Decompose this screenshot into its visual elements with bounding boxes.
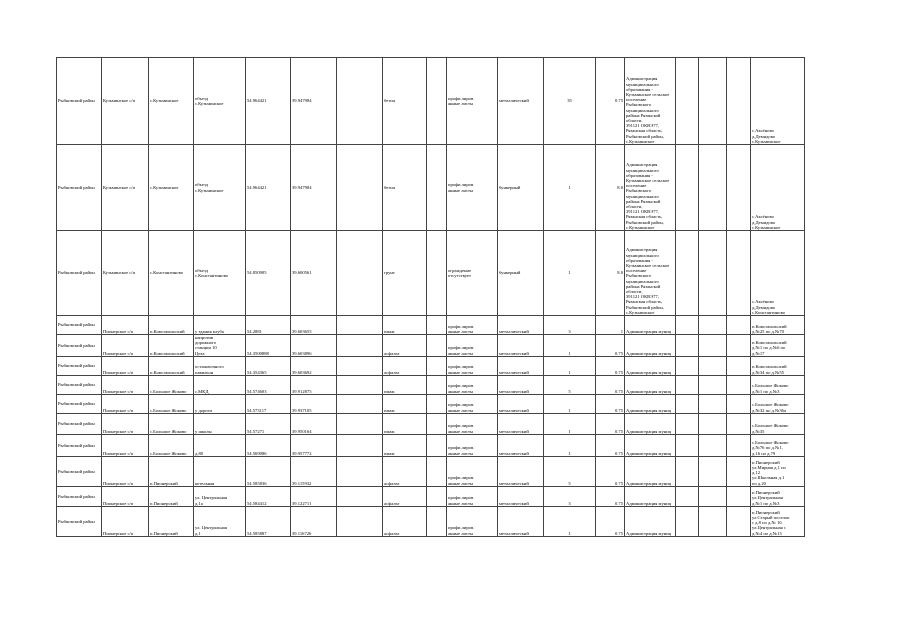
latitude-cell: 54.354365	[246, 356, 291, 375]
empty-cell	[427, 316, 447, 335]
table-row	[57, 335, 805, 357]
empty-cell	[337, 231, 383, 316]
surface-cell: асфальт	[383, 506, 427, 536]
container-volume-cell: 0.75	[596, 506, 625, 536]
empty-cell	[699, 434, 727, 456]
container-volume-cell: 0.75	[596, 413, 625, 434]
empty-cell	[427, 58, 447, 145]
waste-source-cell: п.Пионерский ул.Центральная д.№1 по д.№3	[751, 486, 805, 506]
empty-cell	[727, 434, 751, 456]
surface-cell: асфальт	[383, 335, 427, 357]
address-cell: у школы	[194, 413, 246, 434]
settlement-cell: Пионерское с/п	[102, 434, 149, 456]
table-row	[57, 413, 805, 434]
settlement-cell: Кузьминское с/п	[102, 145, 149, 231]
longitude-cell: 39.116726	[291, 506, 337, 536]
settlement-cell: Пионерское с/п	[102, 456, 149, 486]
empty-cell	[676, 145, 699, 231]
empty-cell	[427, 394, 447, 413]
empty-cell	[337, 58, 383, 145]
owner-cell: Администрация муниц	[625, 456, 676, 486]
waste-source-cell: п.Комсомольский д.№34 по д.№55	[751, 356, 805, 375]
area-cell: Рыбновский район	[57, 394, 102, 413]
container-type-cell: металлический	[498, 486, 544, 506]
container-volume-cell: 0.75	[596, 58, 625, 145]
container-volume-cell: 1	[596, 316, 625, 335]
locality-cell: с.Константиново	[149, 231, 194, 316]
empty-cell	[337, 316, 383, 335]
surface-cell: грунт	[383, 231, 427, 316]
settlement-cell: Пионерское с/п	[102, 335, 149, 357]
empty-cell	[676, 375, 699, 394]
address-cell: ул. Центральная д.1	[194, 506, 246, 536]
address-cell: объезд с.Кузьминское	[194, 145, 246, 231]
register-table	[56, 57, 805, 537]
container-type-cell: бункерный	[498, 145, 544, 231]
empty-cell	[727, 145, 751, 231]
container-volume-cell: 0.75	[596, 434, 625, 456]
table-row	[57, 434, 805, 456]
table-row	[57, 58, 805, 145]
fence-cell: профи.лиров. анные листы	[447, 356, 498, 375]
latitude-cell: 54.2881	[246, 316, 291, 335]
container-volume-cell: 0.75	[596, 375, 625, 394]
area-cell: Рыбновский район	[57, 506, 102, 536]
empty-cell	[727, 506, 751, 536]
container-type-cell: металлический	[498, 316, 544, 335]
owner-cell: Администрация муниц	[625, 316, 676, 335]
fence-cell: профи.лиров. анные листы	[447, 145, 498, 231]
empty-cell	[699, 231, 727, 316]
fence-cell: профи.лиров. анные листы	[447, 375, 498, 394]
container-type-cell: металлический	[498, 375, 544, 394]
latitude-cell: 54.57271	[246, 413, 291, 434]
owner-cell: Администрация муниц	[625, 375, 676, 394]
container-type-cell: металлический	[498, 506, 544, 536]
empty-cell	[699, 316, 727, 335]
empty-cell	[699, 58, 727, 145]
longitude-cell: 39.603692	[291, 356, 337, 375]
empty-cell	[337, 335, 383, 357]
empty-cell	[676, 413, 699, 434]
container-count-cell: 1	[544, 356, 596, 375]
settlement-cell: Пионерское с/п	[102, 375, 149, 394]
owner-cell: Администрация муниципального образования - Кузьминское сельское поселение Рыбновского муниципального района Рязанской области, 391121 ОКВЭ77, Рязанская область, Рыбновский район, с.Кузьминское	[625, 145, 676, 231]
container-count-cell: 1	[544, 413, 596, 434]
empty-cell	[427, 456, 447, 486]
waste-source-cell: п.Пионерский ул.Мирная д.1 по д.12 ул.Школьная д.1 по д.20	[751, 456, 805, 486]
table-body	[57, 58, 805, 537]
area-cell: Рыбновский район	[57, 434, 102, 456]
container-count-cell: 3	[544, 316, 596, 335]
surface-cell: асфальт	[383, 456, 427, 486]
table-row	[57, 145, 805, 231]
container-count-cell: 1	[544, 394, 596, 413]
container-volume-cell: 0.75	[596, 394, 625, 413]
waste-source-cell: с.Большое Жоково д.№1 по д.№3	[751, 375, 805, 394]
latitude-cell: 54.569086	[246, 434, 291, 456]
latitude-cell: 54.573117	[246, 394, 291, 413]
fence-cell: профи.лиров. анные листы	[447, 58, 498, 145]
address-cell: котельная	[194, 456, 246, 486]
surface-cell: пмаж	[383, 394, 427, 413]
empty-cell	[676, 58, 699, 145]
fence-cell: профи.лиров. анные листы	[447, 506, 498, 536]
table-row	[57, 316, 805, 335]
empty-cell	[699, 356, 727, 375]
address-cell: объезд с.Кузьминское	[194, 58, 246, 145]
empty-cell	[727, 316, 751, 335]
longitude-cell: 39.950164	[291, 413, 337, 434]
surface-cell: пмаж	[383, 413, 427, 434]
surface-cell: пмаж	[383, 434, 427, 456]
locality-cell: с.Кузьминское	[149, 145, 194, 231]
empty-cell	[676, 316, 699, 335]
container-volume-cell: 0.75	[596, 456, 625, 486]
empty-cell	[337, 356, 383, 375]
fence-cell: профи.лиров. анные листы	[447, 316, 498, 335]
container-count-cell: 3	[544, 486, 596, 506]
waste-source-cell: п.Комсомольский д.№25 по д.№70	[751, 316, 805, 335]
empty-cell	[337, 413, 383, 434]
container-count-cell: 1	[544, 335, 596, 357]
empty-cell	[427, 335, 447, 357]
container-volume-cell: 0.75	[596, 486, 625, 506]
locality-cell: п.Пионерский	[149, 486, 194, 506]
empty-cell	[727, 375, 751, 394]
table-row	[57, 506, 805, 536]
empty-cell	[699, 413, 727, 434]
table-row	[57, 486, 805, 506]
settlement-cell: Пионерское с/п	[102, 486, 149, 506]
latitude-cell: 54.585836	[246, 456, 291, 486]
owner-cell: Администрация муниципального образования - Кузьминское сельское поселение Рыбновского муниципального района Рязанской области, 391121 ОКВЭ77, Рязанская область, Рыбновский район, с.Кузьминское	[625, 58, 676, 145]
area-cell: Рыбновский район	[57, 375, 102, 394]
empty-cell	[427, 506, 447, 536]
empty-cell	[727, 335, 751, 357]
container-type-cell: металлический	[498, 335, 544, 357]
area-cell: Рыбновский район	[57, 335, 102, 357]
table-row	[57, 231, 805, 316]
longitude-cell: 39.600561	[291, 231, 337, 316]
area-cell: Рыбновский район	[57, 231, 102, 316]
owner-cell: Администрация муниц	[625, 356, 676, 375]
longitude-cell: 39.947984	[291, 58, 337, 145]
empty-cell	[676, 231, 699, 316]
waste-source-cell: с.Большое Жоково д.№76 по д.№1, д.16 по д.79	[751, 434, 805, 456]
latitude-cell: 54.585887	[246, 506, 291, 536]
area-cell: Рыбновский район	[57, 316, 102, 335]
longitude-cell: 39.937105	[291, 394, 337, 413]
empty-cell	[427, 434, 447, 456]
table-row	[57, 356, 805, 375]
surface-cell: бетон	[383, 58, 427, 145]
empty-cell	[699, 394, 727, 413]
empty-cell	[427, 145, 447, 231]
settlement-cell: Пионерское с/п	[102, 394, 149, 413]
area-cell: Рыбновский район	[57, 486, 102, 506]
empty-cell	[427, 356, 447, 375]
empty-cell	[676, 394, 699, 413]
owner-cell: Администрация муниц	[625, 506, 676, 536]
surface-cell: асфальт	[383, 356, 427, 375]
empty-cell	[699, 375, 727, 394]
waste-source-cell: с.Большое Жоково д.№32 по д.№36а	[751, 394, 805, 413]
longitude-cell: 39.122711	[291, 486, 337, 506]
empty-cell	[676, 506, 699, 536]
longitude-cell: 39.912875	[291, 375, 337, 394]
address-cell: ул. Центральная д.1а	[194, 486, 246, 506]
empty-cell	[727, 413, 751, 434]
settlement-cell: Кузьминское с/п	[102, 58, 149, 145]
locality-cell: с.Большое Жоково	[149, 434, 194, 456]
waste-source-cell: с.Аксёново д.Демидово с.Кузьминское	[751, 58, 805, 145]
owner-cell: Администрация муниц	[625, 413, 676, 434]
container-type-cell: металлический	[498, 394, 544, 413]
locality-cell: п.Пионерский	[149, 506, 194, 536]
empty-cell	[427, 231, 447, 316]
empty-cell	[727, 394, 751, 413]
empty-cell	[699, 145, 727, 231]
area-cell: Рыбновский район	[57, 413, 102, 434]
address-cell: у дороги	[194, 394, 246, 413]
waste-source-cell: с.Аксёново д.Демидово с.Константиново	[751, 231, 805, 316]
empty-cell	[427, 413, 447, 434]
container-type-cell: металлический	[498, 58, 544, 145]
settlement-cell: Кузьминское с/п	[102, 231, 149, 316]
address-cell: у здания клуба	[194, 316, 246, 335]
empty-cell	[337, 434, 383, 456]
latitude-cell: 54.3500888	[246, 335, 291, 357]
table-row	[57, 456, 805, 486]
empty-cell	[337, 506, 383, 536]
area-cell: Рыбновский район	[57, 145, 102, 231]
longitude-cell: 39.957772	[291, 434, 337, 456]
empty-cell	[676, 456, 699, 486]
empty-cell	[727, 356, 751, 375]
settlement-cell: Пионерское с/п	[102, 413, 149, 434]
container-volume-cell: 8.0	[596, 145, 625, 231]
empty-cell	[676, 434, 699, 456]
empty-cell	[427, 375, 447, 394]
fence-cell: ограждение отсутствует	[447, 231, 498, 316]
empty-cell	[727, 231, 751, 316]
longitude-cell: 39.603655	[291, 316, 337, 335]
container-type-cell: металлический	[498, 413, 544, 434]
area-cell: Рыбновский район	[57, 456, 102, 486]
empty-cell	[427, 486, 447, 506]
empty-cell	[337, 145, 383, 231]
container-volume-cell: 8.0	[596, 231, 625, 316]
surface-cell: пмаж	[383, 316, 427, 335]
empty-cell	[699, 456, 727, 486]
locality-cell: п.Пионерский	[149, 456, 194, 486]
empty-cell	[337, 456, 383, 486]
empty-cell	[337, 375, 383, 394]
locality-cell: п.Комсомольский	[149, 316, 194, 335]
empty-cell	[337, 486, 383, 506]
fence-cell: профи.лиров. анные листы	[447, 394, 498, 413]
longitude-cell: 39.603896	[291, 335, 337, 357]
empty-cell	[676, 356, 699, 375]
area-cell: Рыбновский район	[57, 58, 102, 145]
waste-source-cell: п.Комсомольский д.№1 по д.№6 по д.№17	[751, 335, 805, 357]
container-count-cell: 5	[544, 456, 596, 486]
fence-cell: профи.лиров. анные листы	[447, 456, 498, 486]
area-cell: Рыбновский район	[57, 356, 102, 375]
settlement-cell: Пионерское с/п	[102, 506, 149, 536]
container-count-cell: 35	[544, 58, 596, 145]
address-cell: д.80	[194, 434, 246, 456]
latitude-cell: 54.964421	[246, 145, 291, 231]
fence-cell: профи.лиров. анные листы	[447, 434, 498, 456]
waste-source-cell: с.Большое Жоково д.№35	[751, 413, 805, 434]
owner-cell: Администрация муниципального образования - Кузьминское сельское поселение Рыбновского муниципального района Рязанской области, 391121 ОКВЭ77, Рязанская область, Рыбновский район, с.Кузьминское	[625, 231, 676, 316]
table-row	[57, 375, 805, 394]
latitude-cell: 54.574603	[246, 375, 291, 394]
owner-cell: Администрация муниц	[625, 335, 676, 357]
empty-cell	[727, 58, 751, 145]
empty-cell	[727, 456, 751, 486]
surface-cell: пмаж	[383, 375, 427, 394]
owner-cell: Администрация муниц	[625, 434, 676, 456]
container-count-cell: 1	[544, 506, 596, 536]
container-type-cell: металлический	[498, 434, 544, 456]
longitude-cell: 39.115932	[291, 456, 337, 486]
container-volume-cell: 0.75	[596, 335, 625, 357]
latitude-cell: 54.584412	[246, 486, 291, 506]
surface-cell: асфальт	[383, 486, 427, 506]
locality-cell: с.Большое Жоково	[149, 413, 194, 434]
surface-cell: бетон	[383, 145, 427, 231]
container-volume-cell: 0.75	[596, 356, 625, 375]
empty-cell	[727, 486, 751, 506]
longitude-cell: 39.947984	[291, 145, 337, 231]
empty-cell	[699, 506, 727, 536]
container-count-cell: 1	[544, 231, 596, 316]
empty-cell	[699, 486, 727, 506]
owner-cell: Администрация муниц	[625, 486, 676, 506]
fence-cell: профи.лиров. анные листы	[447, 335, 498, 357]
fence-cell: профи.лиров. анные листы	[447, 486, 498, 506]
settlement-cell: Пионерское с/п	[102, 316, 149, 335]
locality-cell: п.Комсомольский	[149, 356, 194, 375]
locality-cell: с.Большое Жоково	[149, 394, 194, 413]
locality-cell: п.Комсомольский	[149, 335, 194, 357]
latitude-cell: 54.850905	[246, 231, 291, 316]
locality-cell: с.Кузьминское	[149, 58, 194, 145]
settlement-cell: Пионерское с/п	[102, 356, 149, 375]
locality-cell: с.Большое Жоково	[149, 375, 194, 394]
latitude-cell: 54.964421	[246, 58, 291, 145]
empty-cell	[676, 486, 699, 506]
empty-cell	[699, 335, 727, 357]
container-count-cell: 1	[544, 434, 596, 456]
waste-source-cell: с.Аксёново д.Демидово с.Кузьминское	[751, 145, 805, 231]
container-count-cell: 1	[544, 145, 596, 231]
address-cell: с.МКД	[194, 375, 246, 394]
empty-cell	[337, 394, 383, 413]
address-cell: напротив дорожного станции 10 Цеха	[194, 335, 246, 357]
owner-cell: Администрация муниц	[625, 394, 676, 413]
container-type-cell: металлический	[498, 456, 544, 486]
address-cell: объезд с.Константиново	[194, 231, 246, 316]
container-count-cell: 5	[544, 375, 596, 394]
address-cell: остановочного павильон	[194, 356, 246, 375]
fence-cell: профи.лиров. анные листы	[447, 413, 498, 434]
container-type-cell: металлический	[498, 356, 544, 375]
waste-source-cell: п.Пионерский ул.Старый поселок с д.8 по д.№ 16 ул.Центральная с д.№4 по д.№13	[751, 506, 805, 536]
container-type-cell: бункерный	[498, 231, 544, 316]
empty-cell	[676, 335, 699, 357]
table-row	[57, 394, 805, 413]
